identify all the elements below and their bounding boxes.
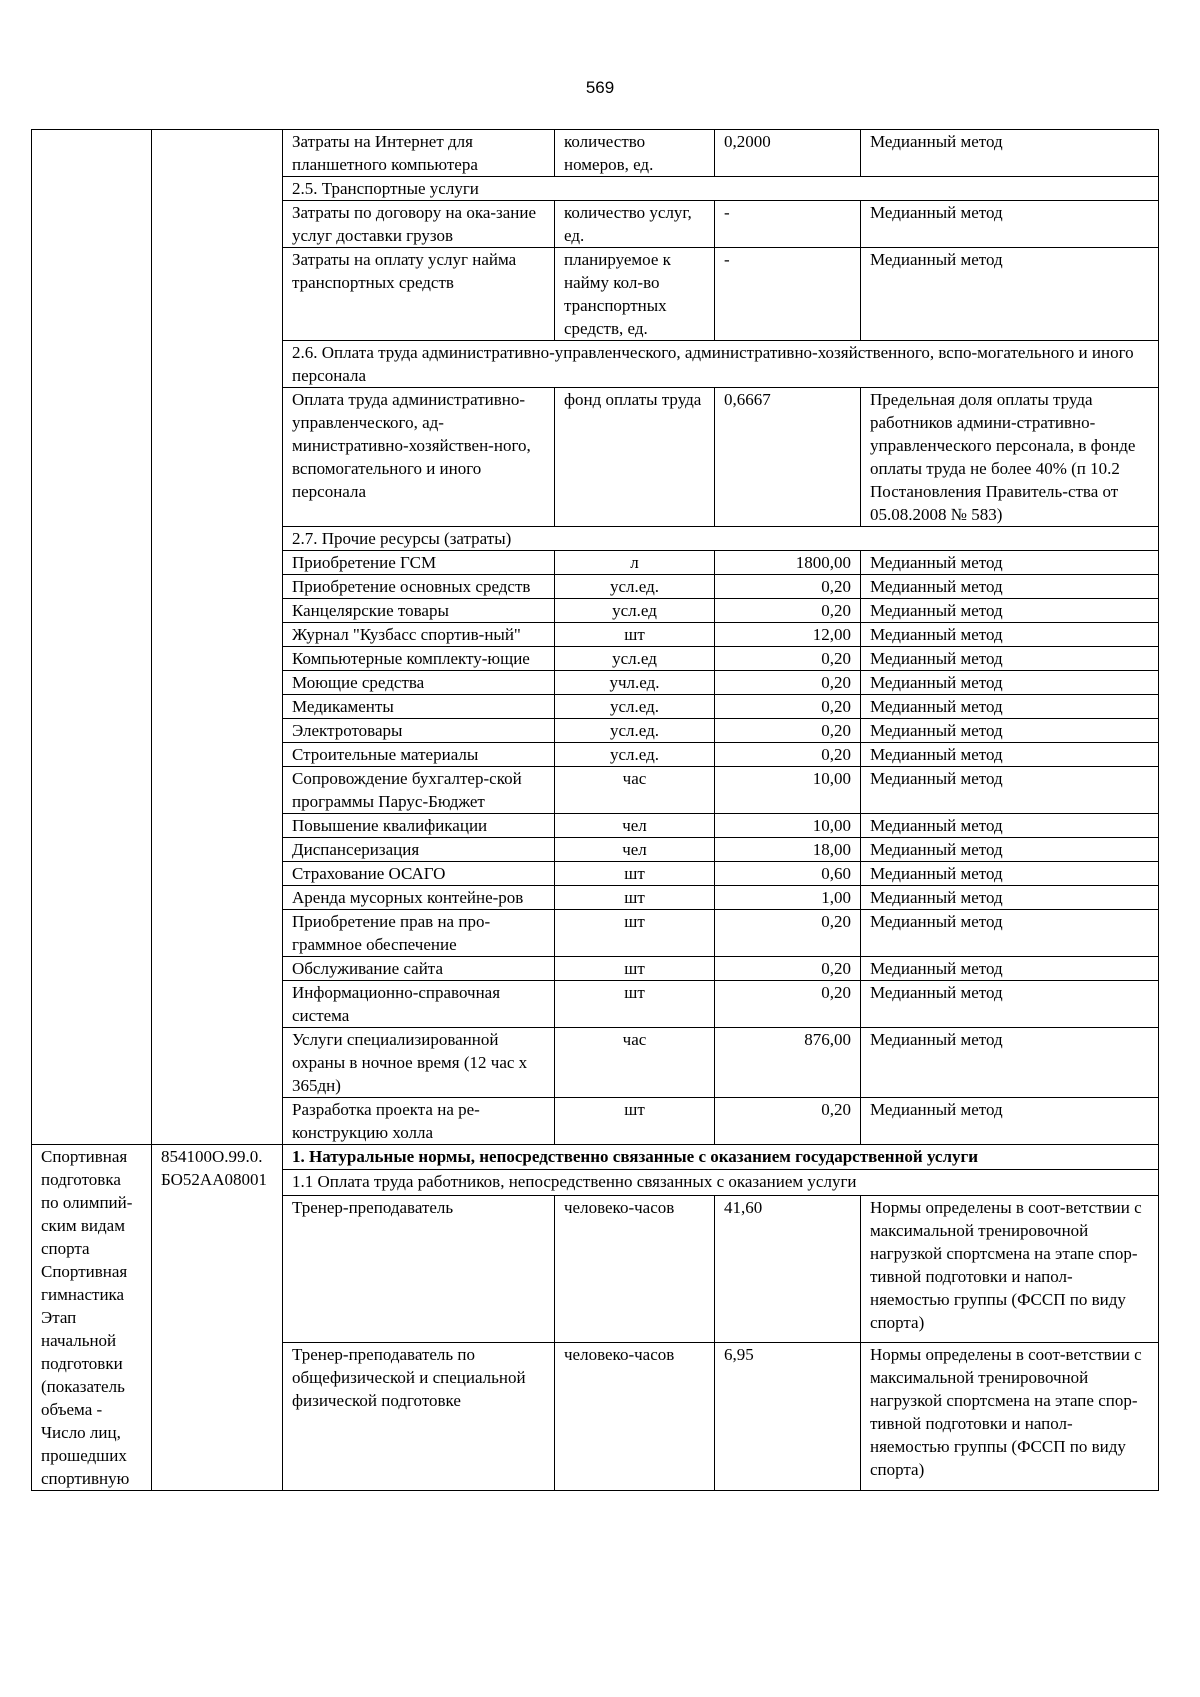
service-code-empty	[152, 130, 283, 1145]
calculation-method: Медианный метод	[861, 767, 1159, 814]
norm-value: 0,20	[715, 743, 861, 767]
section-title: 2.6. Оплата труда административно-управленческого, административно-хозяйственного, вспо-могательного и иного персонала	[283, 341, 1159, 388]
unit-of-measure: шт	[555, 981, 715, 1028]
unit-of-measure: шт	[555, 957, 715, 981]
calculation-method: Нормы определены в соот-ветствии с максимальной тренировочной нагрузкой спортсмена на этапе спор-тивной подготовки и напол-няемостью группы (ФССП по виду спорта)	[861, 1195, 1159, 1343]
section-title: 1.1 Оплата труда работников, непосредственно связанных с оказанием услуги	[283, 1170, 1159, 1195]
cost-item-name: Информационно-справочная система	[283, 981, 555, 1028]
norm-value: 10,00	[715, 814, 861, 838]
calculation-method: Медианный метод	[861, 248, 1159, 341]
calculation-method: Медианный метод	[861, 1098, 1159, 1145]
calculation-method: Нормы определены в соот-ветствии с максимальной тренировочной нагрузкой спортсмена на этапе спор-тивной подготовки и напол-няемостью группы (ФССП по виду спорта)	[861, 1343, 1159, 1491]
section-title: 2.7. Прочие ресурсы (затраты)	[283, 527, 1159, 551]
calculation-method: Медианный метод	[861, 886, 1159, 910]
calculation-method: Медианный метод	[861, 814, 1159, 838]
unit-of-measure: час	[555, 767, 715, 814]
calculation-method: Медианный метод	[861, 1028, 1159, 1098]
norm-value: 0,20	[715, 1098, 861, 1145]
cost-item-name: Затраты на Интернет для планшетного компьютера	[283, 130, 555, 177]
cost-item-name: Строительные материалы	[283, 743, 555, 767]
service-name-empty	[32, 130, 152, 1145]
unit-of-measure: количество номеров, ед.	[555, 130, 715, 177]
cost-item-name: Тренер-преподаватель по общефизической и специальной физической подготовке	[283, 1343, 555, 1491]
norm-value: -	[715, 248, 861, 341]
norm-value: 0,20	[715, 575, 861, 599]
calculation-method: Медианный метод	[861, 671, 1159, 695]
unit-of-measure: человеко-часов	[555, 1343, 715, 1491]
calculation-method: Медианный метод	[861, 838, 1159, 862]
calculation-method: Медианный метод	[861, 910, 1159, 957]
unit-of-measure: шт	[555, 886, 715, 910]
calculation-method: Медианный метод	[861, 647, 1159, 671]
cost-item-name: Разработка проекта на ре-конструкцию холла	[283, 1098, 555, 1145]
section-row	[32, 1145, 1159, 1170]
unit-of-measure: шт	[555, 862, 715, 886]
calculation-method: Медианный метод	[861, 575, 1159, 599]
norm-value: 0,20	[715, 719, 861, 743]
cost-item-name: Оплата труда административно-управленческого, ад-министративно-хозяйствен-ного, вспомогательного и иного персонала	[283, 388, 555, 527]
unit-of-measure: шт	[555, 910, 715, 957]
norm-value: 6,95	[715, 1343, 861, 1491]
cost-item-name: Услуги специализированной охраны в ночное время (12 час х 365дн)	[283, 1028, 555, 1098]
norm-value: 0,20	[715, 981, 861, 1028]
cost-item-name: Повышение квалификации	[283, 814, 555, 838]
calculation-method: Медианный метод	[861, 130, 1159, 177]
unit-of-measure: усл.ед.	[555, 695, 715, 719]
norm-value: 1,00	[715, 886, 861, 910]
unit-of-measure: чел	[555, 838, 715, 862]
calculation-method: Медианный метод	[861, 981, 1159, 1028]
norm-value: 1800,00	[715, 551, 861, 575]
unit-of-measure: шт	[555, 1098, 715, 1145]
norm-value: 18,00	[715, 838, 861, 862]
norm-value: 0,20	[715, 910, 861, 957]
norm-value: 0,20	[715, 671, 861, 695]
norm-value: 0,20	[715, 647, 861, 671]
norms-table	[31, 129, 1159, 1491]
unit-of-measure: усл.ед	[555, 599, 715, 623]
unit-of-measure: фонд оплаты труда	[555, 388, 715, 527]
cost-item-name: Электротовары	[283, 719, 555, 743]
cost-item-name: Затраты по договору на ока-зание услуг доставки грузов	[283, 201, 555, 248]
unit-of-measure: усл.ед	[555, 647, 715, 671]
norm-value: 12,00	[715, 623, 861, 647]
unit-of-measure: человеко-часов	[555, 1195, 715, 1343]
cost-item-name: Приобретение ГСМ	[283, 551, 555, 575]
cost-item-name: Моющие средства	[283, 671, 555, 695]
norm-value: 41,60	[715, 1195, 861, 1343]
norm-value: 0,20	[715, 957, 861, 981]
unit-of-measure: учл.ед.	[555, 671, 715, 695]
unit-of-measure: л	[555, 551, 715, 575]
norm-value: 876,00	[715, 1028, 861, 1098]
calculation-method: Медианный метод	[861, 743, 1159, 767]
calculation-method: Медианный метод	[861, 551, 1159, 575]
cost-item-name: Затраты на оплату услуг найма транспортных средств	[283, 248, 555, 341]
cost-item-name: Обслуживание сайта	[283, 957, 555, 981]
calculation-method: Предельная доля оплаты труда работников админи-стративно-управленческого персонала, в фонде оплаты труда не более 40% (п 10.2 Постановления Правитель-ства от 05.08.2008 № 583)	[861, 388, 1159, 527]
norm-value: 0,20	[715, 599, 861, 623]
calculation-method: Медианный метод	[861, 719, 1159, 743]
norm-value: 0,6667	[715, 388, 861, 527]
unit-of-measure: усл.ед.	[555, 575, 715, 599]
unit-of-measure: планируемое к найму кол-во транспортных средств, ед.	[555, 248, 715, 341]
unit-of-measure: чел	[555, 814, 715, 838]
service-name: Спортивная подготовка по олимпий-ским видам спорта Спортивная гимнастика Этап начальной подготовки (показатель объема - Число лиц, прошедших спортивную	[32, 1145, 152, 1491]
unit-of-measure: усл.ед.	[555, 719, 715, 743]
cost-item-name: Канцелярские товары	[283, 599, 555, 623]
calculation-method: Медианный метод	[861, 957, 1159, 981]
service-code: 854100О.99.0. БО52АА08001	[152, 1145, 283, 1491]
calculation-method: Медианный метод	[861, 599, 1159, 623]
unit-of-measure: количество услуг, ед.	[555, 201, 715, 248]
norm-value: 10,00	[715, 767, 861, 814]
cost-item-name: Сопровождение бухгалтер-ской программы Парус-Бюджет	[283, 767, 555, 814]
norm-value: -	[715, 201, 861, 248]
calculation-method: Медианный метод	[861, 862, 1159, 886]
table-row	[32, 130, 1159, 177]
section-title: 1. Натуральные нормы, непосредственно связанные с оказанием государственной услуги	[283, 1145, 1159, 1170]
cost-item-name: Приобретение основных средств	[283, 575, 555, 599]
unit-of-measure: шт	[555, 623, 715, 647]
calculation-method: Медианный метод	[861, 201, 1159, 248]
cost-item-name: Приобретение прав на про-граммное обеспечение	[283, 910, 555, 957]
unit-of-measure: усл.ед.	[555, 743, 715, 767]
unit-of-measure: час	[555, 1028, 715, 1098]
norm-value: 0,20	[715, 695, 861, 719]
cost-item-name: Тренер-преподаватель	[283, 1195, 555, 1343]
calculation-method: Медианный метод	[861, 695, 1159, 719]
section-title: 2.5. Транспортные услуги	[283, 177, 1159, 201]
page-number: 569	[585, 78, 615, 97]
cost-item-name: Диспансеризация	[283, 838, 555, 862]
cost-item-name: Медикаменты	[283, 695, 555, 719]
norm-value: 0,60	[715, 862, 861, 886]
norm-value: 0,2000	[715, 130, 861, 177]
cost-item-name: Страхование ОСАГО	[283, 862, 555, 886]
cost-item-name: Компьютерные комплекту-ющие	[283, 647, 555, 671]
calculation-method: Медианный метод	[861, 623, 1159, 647]
cost-item-name: Аренда мусорных контейне-ров	[283, 886, 555, 910]
cost-item-name: Журнал "Кузбасс спортив-ный"	[283, 623, 555, 647]
